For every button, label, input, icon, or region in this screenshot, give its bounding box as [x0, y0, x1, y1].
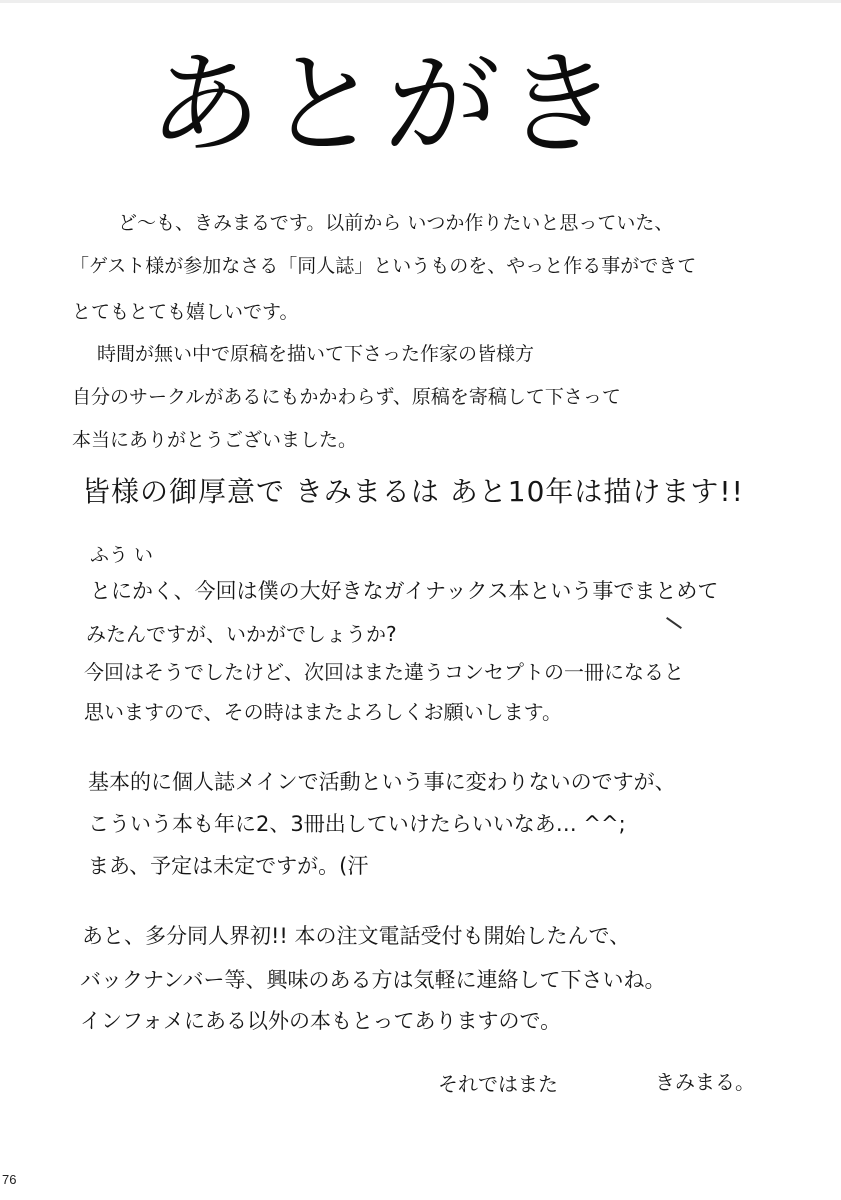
page-title: あとがき: [145, 40, 627, 170]
text-line: 基本的に個人誌メインで活動という事に変わりないのですが、: [88, 770, 676, 794]
text-line: こういう本も年に2、3冊出していけたらいいなあ… ^^;: [88, 812, 626, 836]
page-number: 76: [2, 1172, 17, 1187]
text-line: ふう い: [90, 544, 154, 566]
text-line: 自分のサークルがあるにもかかわらず、原稿を寄稿して下さって: [72, 386, 621, 408]
text-line: バックナンバー等、興味のある方は気軽に連絡して下さいね。: [80, 968, 666, 992]
page-top-edge: [0, 0, 841, 3]
text-line: 思いますので、その時はまたよろしくお願いします。: [84, 700, 562, 724]
text-line: ど〜も、きみまるです。以前から いつか作りたいと思っていた、: [118, 212, 674, 234]
text-line: インフォメにある以外の本もとってありますので。: [80, 1009, 562, 1033]
text-line: 時間が無い中で原稿を描いて下さった作家の皆様方: [97, 343, 535, 365]
pen-stroke-mark: [666, 617, 682, 629]
text-line: みたんですが、いかがでしょうか?: [86, 622, 397, 646]
text-line: あと、多分同人界初!! 本の注文電話受付も開始したんで、: [82, 924, 631, 948]
text-line: とにかく、今回は僕の大好きなガイナックス本という事でまとめて: [90, 579, 719, 603]
emphasis-line: 皆様の御厚意で きみまるは あと10年は描けます!!: [82, 475, 744, 508]
text-line: まあ、予定は未定ですが。(汗: [88, 854, 369, 878]
closing-text: それではまた: [438, 1072, 558, 1096]
signature: きみまる。: [655, 1070, 755, 1094]
text-line: とてもとても嬉しいです。: [72, 301, 299, 323]
text-line: 今回はそうでしたけど、次回はまた違うコンセプトの一冊になると: [84, 660, 684, 684]
text-line: 「ゲスト様が参加なさる「同人誌」というものを、やっと作る事ができて: [70, 255, 697, 277]
text-line: 本当にありがとうございました。: [72, 429, 358, 451]
